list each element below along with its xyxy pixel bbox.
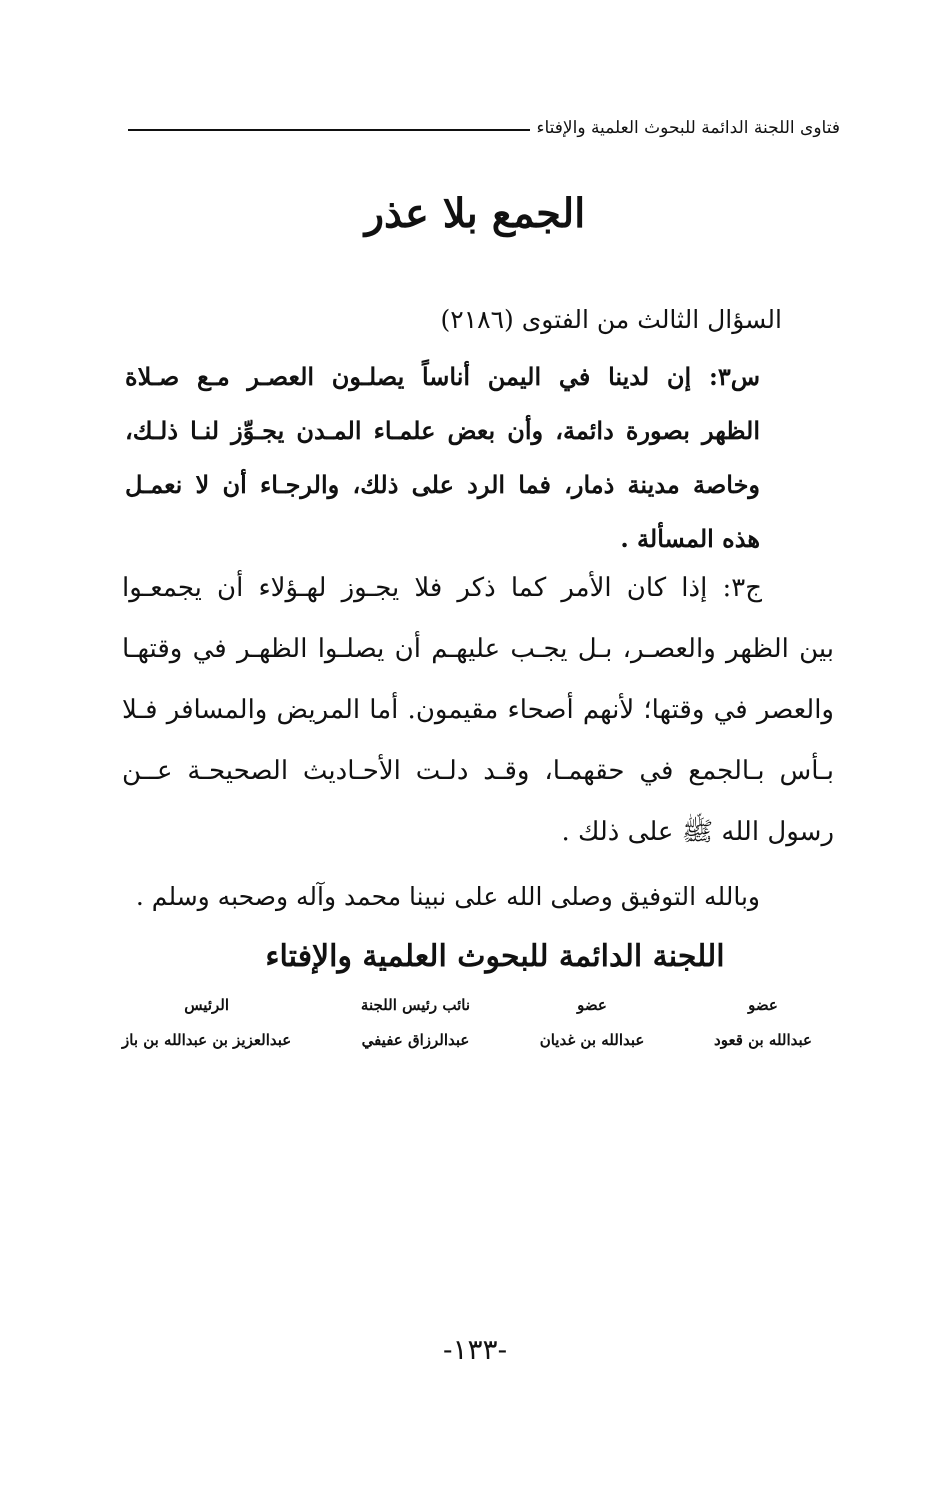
answer-line: رسول الله ﷺ على ذلك . <box>561 817 834 847</box>
question-block <box>125 350 760 566</box>
signature-table <box>122 990 812 1060</box>
signature-role: عضو <box>748 996 778 1014</box>
question-reference: السؤال الثالث من الفتوى (٢١٨٦) <box>440 305 782 334</box>
answer-line: ج٣: إذا كان الأمر كما ذكر فلا يجـوز لهـؤلاء أن يجمعـوا <box>122 573 762 603</box>
signature-vice-chair <box>361 990 470 1060</box>
signature-member-2 <box>540 990 645 1060</box>
answer-line: بين الظهر والعصـر، بـل يجـب عليهـم أن يصلـوا الظهـر في وقتهـا <box>122 634 834 664</box>
signature-name: عبدالله بن قعود <box>714 1031 812 1049</box>
answer-line: بـأس بـالجمع في حقهمـا، وقـد دلـت الأحـاديث الصحيحـة عــن <box>122 756 834 786</box>
answer-block <box>122 558 834 863</box>
signature-role: الرئيس <box>184 996 230 1014</box>
page-title: الجمع بلا عذر <box>364 190 586 237</box>
answer-line: والعصر في وقتها؛ لأنهم أصحاء مقيمون. أما المريض والمسافر فـلا <box>122 695 834 725</box>
question-line: الظهر بصورة دائمة، وأن بعض علمـاء المـدن يجـوِّز لنـا ذلـك، <box>125 416 760 445</box>
signature-chair <box>122 990 291 1060</box>
signature-name: عبدالعزيز بن عبدالله بن باز <box>122 1031 292 1049</box>
closing-prayer: وبالله التوفيق وصلى الله على نبينا محمد وآله وصحبه وسلم . <box>135 882 760 911</box>
signature-role: عضو <box>577 996 607 1014</box>
question-line: س٣: إن لدينا في اليمن أناساً يصلـون العصـر مـع صـلاة <box>125 362 760 391</box>
page-number: -١٣٣- <box>442 1333 508 1366</box>
running-header-title: فتاوى اللجنة الدائمة للبحوث العلمية والإفتاء <box>536 118 840 138</box>
signature-role: نائب رئيس اللجنة <box>360 996 471 1014</box>
running-header <box>128 112 840 144</box>
header-rule <box>128 129 530 131</box>
question-line: وخاصة مدينة ذمار، فما الرد على ذلك، والرجـاء أن لا نعمـل <box>125 470 760 499</box>
signature-member-1 <box>714 990 812 1060</box>
signature-name: عبدالرزاق عفيفي <box>361 1031 470 1049</box>
signature-name: عبدالله بن غديان <box>539 1031 645 1049</box>
question-line: هذه المسألة . <box>620 524 760 553</box>
committee-name: اللجنة الدائمة للبحوث العلمية والإفتاء <box>265 939 725 974</box>
